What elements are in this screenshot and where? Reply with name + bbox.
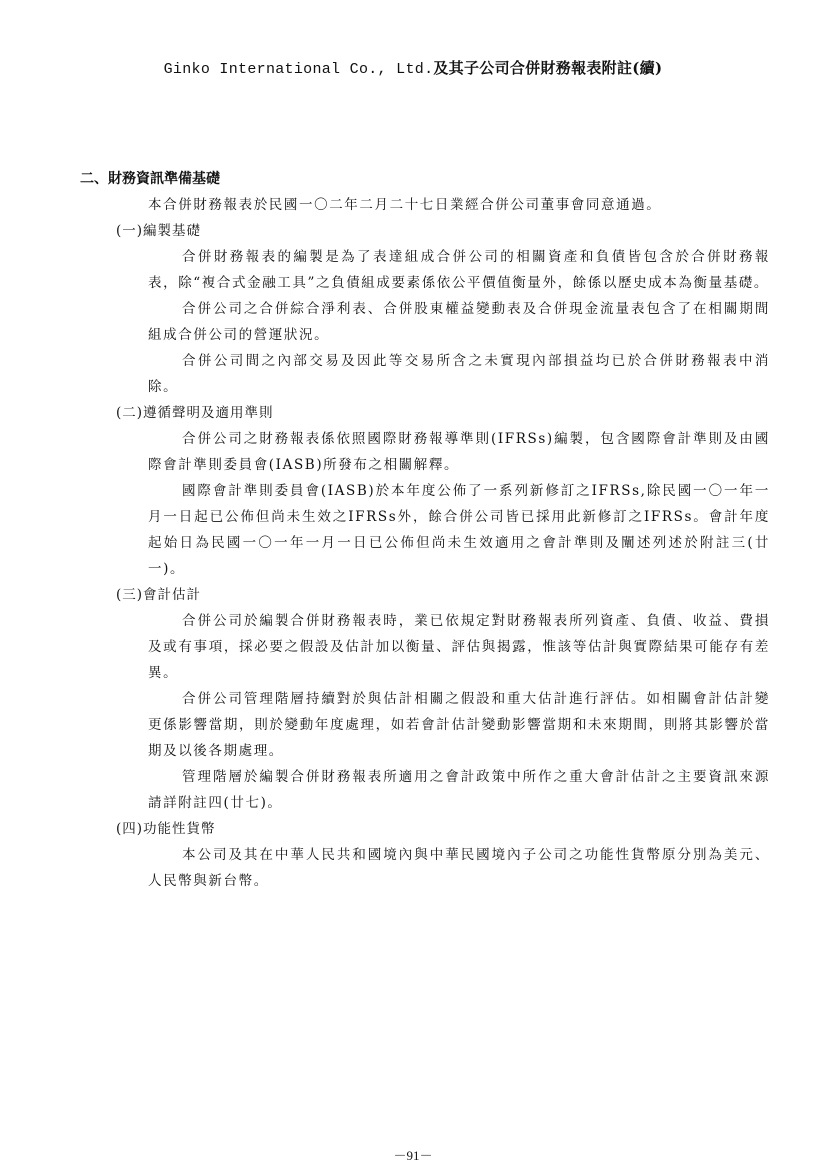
paragraph: 合併公司之財務報表係依照國際財務報導準則(IFRSs)編製，包含國際會計準則及由國際會計準則委員會(IASB)所發布之相關解釋。 xyxy=(148,431,770,473)
document-body xyxy=(80,166,770,894)
section-title: 二、財務資訊準備基礎 xyxy=(80,171,220,187)
page-header xyxy=(0,57,826,78)
paragraph: 合併公司於編製合併財務報表時，業已依規定對財務報表所列資產、負債、收益、費損及或有事項，採必要之假設及估計加以衡量、評估與揭露，惟該等估計與實際結果可能存有差異。 xyxy=(148,613,770,681)
page-number: －91－ xyxy=(393,1148,433,1163)
subsection-title-basis: (一)編製基礎 xyxy=(116,223,202,239)
paragraph: 國際會計準則委員會(IASB)於本年度公佈了一系列新修訂之IFRSs,除民國一〇一年一月一日起已公佈但尚未生效之IFRSs外，餘合併公司皆已採用此新修訂之IFRSs。會計年度起始日為民國一〇一年一月一日已公佈但尚未生效適用之會計準則及闡述列述於附註三(廿一)。 xyxy=(148,483,770,577)
header-company-name: Ginko International Co., Ltd. xyxy=(163,61,434,78)
paragraph: 本公司及其在中華人民共和國境內與中華民國境內子公司之功能性貨幣原分別為美元、人民幣與新台幣。 xyxy=(148,847,770,889)
paragraph: 合併公司之合併綜合淨利表、合併股東權益變動表及合併現金流量表包含了在相關期間組成合併公司的營運狀況。 xyxy=(148,301,770,343)
subsection-title-compliance: (二)遵循聲明及適用準則 xyxy=(116,405,274,421)
paragraph: 管理階層於編製合併財務報表所適用之會計政策中所作之重大會計估計之主要資訊來源請詳附註四(廿七)。 xyxy=(148,769,770,811)
paragraph: 合併財務報表的編製是為了表達組成合併公司的相關資產和負債皆包含於合併財務報表，除“複合式金融工具”之負債組成要素係依公平價值衡量外，餘係以歷史成本為衡量基礎。 xyxy=(148,249,770,291)
header-title: 及其子公司合併財務報表附註(續) xyxy=(433,59,663,77)
subsection-title-functional-currency: (四)功能性貨幣 xyxy=(116,821,216,837)
subsection-title-estimates: (三)會計估計 xyxy=(116,587,202,603)
paragraph: 合併公司間之內部交易及因此等交易所含之未實現內部損益均已於合併財務報表中消除。 xyxy=(148,353,770,395)
section-intro: 本合併財務報表於民國一〇二年二月二十七日業經合併公司董事會同意通過。 xyxy=(148,197,662,213)
paragraph: 合併公司管理階層持續對於與估計相關之假設和重大估計進行評估。如相關會計估計變更係影響當期，則於變動年度處理，如若會計估計變動影響當期和未來期間，則將其影響於當期及以後各期處理。 xyxy=(148,691,770,759)
